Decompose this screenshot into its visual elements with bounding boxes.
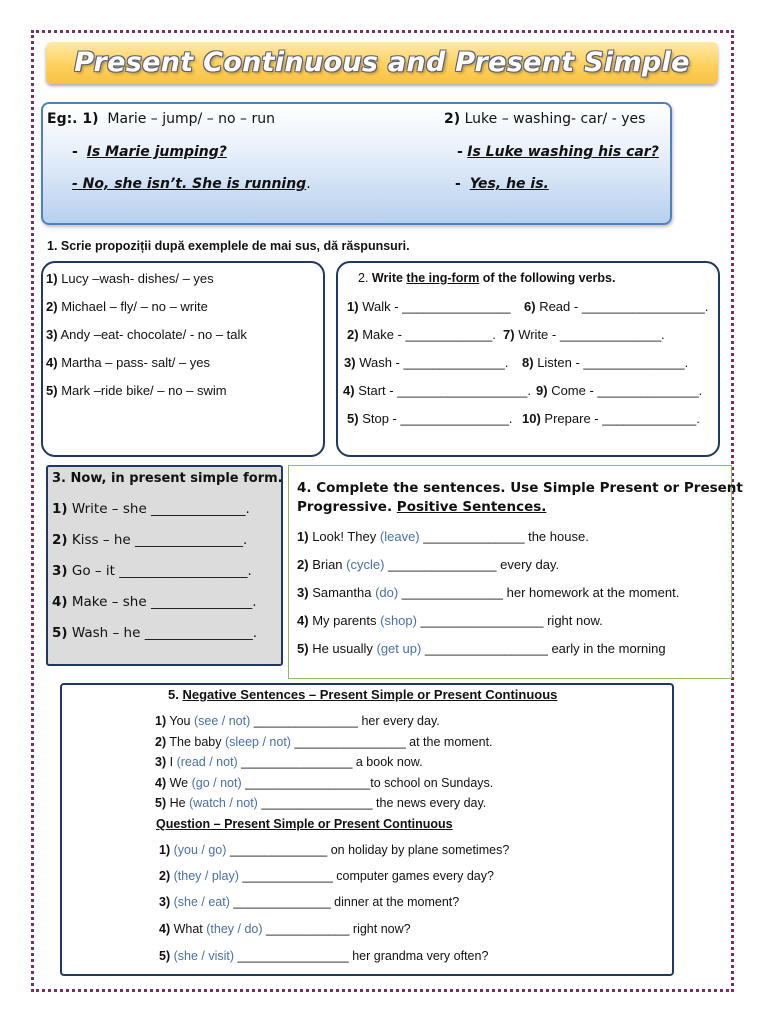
item-number: 3) bbox=[46, 327, 58, 342]
item-number: 1) bbox=[159, 843, 171, 857]
example-2-question bbox=[457, 144, 659, 160]
exercise-2-item bbox=[524, 299, 708, 314]
item-text: Martha – pass- salt/ – yes bbox=[61, 355, 211, 370]
example-2-question-dash: - bbox=[457, 144, 463, 160]
item-text: Write – she ______________. bbox=[71, 501, 250, 517]
exercise-3-box bbox=[46, 465, 283, 666]
item-text: ________________ a book now. bbox=[237, 755, 423, 769]
example-1-prompt-text: Marie – jump/ – no – run bbox=[107, 111, 275, 127]
exercise-1-item bbox=[46, 327, 247, 342]
item-text: You bbox=[169, 714, 194, 728]
item-text: _______________ her every day. bbox=[250, 714, 440, 728]
item-text: ______________ dinner at the moment? bbox=[229, 895, 460, 909]
example-2-prompt bbox=[444, 111, 645, 127]
exercise-3-item bbox=[52, 563, 252, 579]
exercise-5-number: 5. bbox=[168, 687, 179, 702]
item-text: Read - _________________. bbox=[539, 299, 709, 314]
item-number: 6) bbox=[524, 299, 536, 314]
item-text: Prepare - _____________. bbox=[544, 411, 700, 426]
item-number: 3) bbox=[159, 895, 171, 909]
question-item bbox=[159, 949, 488, 963]
item-text: ________________ at the moment. bbox=[290, 735, 493, 749]
item-text: Go – it ___________________. bbox=[71, 563, 252, 579]
verb-hint: (she / visit) bbox=[173, 949, 235, 963]
example-2-question-text: Is Luke washing his car? bbox=[467, 144, 659, 160]
verb-hint: (shop) bbox=[380, 613, 417, 628]
example-1-question bbox=[72, 144, 227, 160]
exercise-1-item bbox=[46, 383, 227, 398]
example-1-answer-text: - No, she isn’t. She is running bbox=[72, 176, 307, 192]
item-number: 2) bbox=[159, 869, 171, 883]
verb-hint: (cycle) bbox=[346, 557, 385, 572]
item-text: Andy –eat- chocolate/ - no – talk bbox=[60, 327, 247, 342]
exercise-2-item bbox=[347, 327, 496, 342]
item-number: 4) bbox=[155, 776, 167, 790]
item-text: We bbox=[169, 776, 192, 790]
exercise-2-heading-ing: the ing-form bbox=[406, 271, 480, 285]
exercise-1-item bbox=[46, 271, 214, 286]
example-2-prompt-text: Luke – washing- car/ - yes bbox=[464, 111, 646, 127]
example-1-answer-dot: . bbox=[306, 176, 311, 192]
item-text: Listen - ______________. bbox=[537, 355, 689, 370]
exercise-4-heading-pre: Progressive. bbox=[297, 499, 397, 515]
example-1-question-text: Is Marie jumping? bbox=[86, 144, 227, 160]
exercise-2-item bbox=[536, 383, 702, 398]
verb-hint: (get up) bbox=[376, 641, 422, 656]
item-text: _________________ early in the morning bbox=[421, 641, 666, 656]
item-text: Look! They bbox=[312, 529, 380, 544]
item-text: Stop - _______________. bbox=[362, 411, 513, 426]
item-number: 2) bbox=[46, 299, 58, 314]
exercise-2-item bbox=[522, 355, 688, 370]
verb-hint: (do) bbox=[375, 585, 399, 600]
exercise-4-heading-line-2 bbox=[297, 499, 546, 515]
example-1-prompt bbox=[47, 111, 275, 127]
exercise-2-box bbox=[336, 261, 720, 457]
item-number: 4) bbox=[46, 355, 58, 370]
exercise-4-heading-line-1: 4. Complete the sentences. Use Simple Present or Present bbox=[297, 480, 743, 496]
item-number: 1) bbox=[46, 271, 58, 286]
exercise-3-item bbox=[52, 625, 257, 641]
item-text: Mark –ride bike/ – no – swim bbox=[61, 383, 227, 398]
exercise-4-item bbox=[297, 529, 589, 544]
verb-hint: (you / go) bbox=[173, 843, 227, 857]
item-text: _____________ computer games every day? bbox=[238, 869, 494, 883]
item-text: He bbox=[169, 796, 190, 810]
item-text: Start - __________________. bbox=[358, 383, 531, 398]
item-number: 5) bbox=[297, 641, 309, 656]
exercise-4-item bbox=[297, 585, 679, 600]
item-number: 2) bbox=[347, 327, 359, 342]
item-number: 4) bbox=[297, 613, 309, 628]
item-text: Walk - _______________ bbox=[362, 299, 511, 314]
exercise-4-item bbox=[297, 557, 559, 572]
exercise-4-item bbox=[297, 641, 666, 656]
item-text: Make - ____________. bbox=[362, 327, 496, 342]
example-2-answer-dash: - bbox=[455, 176, 461, 192]
question-item bbox=[159, 922, 411, 936]
item-text: _________________ right now. bbox=[416, 613, 603, 628]
exercise-3-heading: 3. Now, in present simple form. bbox=[52, 471, 283, 486]
question-item bbox=[159, 843, 509, 857]
negative-item bbox=[155, 714, 440, 728]
item-number: 3) bbox=[52, 563, 68, 579]
example-2-answer-text: Yes, he is. bbox=[469, 176, 549, 192]
item-number: 3) bbox=[344, 355, 356, 370]
exercise-1-item bbox=[46, 355, 210, 370]
exercise-5-title: Negative Sentences – Present Simple or Present Continuous bbox=[182, 687, 558, 702]
exercise-3-item bbox=[52, 532, 247, 548]
item-number: 5) bbox=[46, 383, 58, 398]
item-number: 5) bbox=[159, 949, 171, 963]
negative-item bbox=[155, 796, 486, 810]
exercise-1-item bbox=[46, 299, 208, 314]
verb-hint: (watch / not) bbox=[189, 796, 258, 810]
item-number: 1) bbox=[347, 299, 359, 314]
item-text: Brian bbox=[312, 557, 347, 572]
verb-hint: (read / not) bbox=[176, 755, 238, 769]
exercise-5-box bbox=[60, 683, 674, 976]
item-text: ______________ on holiday by plane sometimes? bbox=[226, 843, 510, 857]
example-1-answer bbox=[72, 176, 311, 192]
item-text: He usually bbox=[312, 641, 377, 656]
question-item bbox=[159, 869, 494, 883]
exercise-2-heading-write: Write bbox=[371, 271, 407, 285]
exercise-1-instruction: 1. Scrie propoziții după exemplele de mai sus, dă răspunsuri. bbox=[47, 239, 410, 253]
verb-hint: (she / eat) bbox=[173, 895, 230, 909]
title-banner bbox=[46, 42, 718, 84]
exercise-2-heading bbox=[358, 271, 615, 285]
exercise-4-heading-positive: Positive Sentences. bbox=[396, 499, 547, 515]
item-text: Samantha bbox=[312, 585, 376, 600]
item-text: Make – she _______________. bbox=[71, 594, 257, 610]
example-2-label: 2) bbox=[444, 111, 461, 127]
item-number: 9) bbox=[536, 383, 548, 398]
item-number: 2) bbox=[52, 532, 68, 548]
item-number: 1) bbox=[155, 714, 167, 728]
example-box bbox=[41, 102, 672, 225]
item-number: 1) bbox=[297, 529, 309, 544]
example-2-answer bbox=[455, 176, 549, 192]
worksheet-title: Present Continuous and Present Simple bbox=[74, 47, 690, 78]
verb-hint: (they / play) bbox=[173, 869, 239, 883]
item-number: 4) bbox=[52, 594, 68, 610]
item-text: Come - ______________. bbox=[551, 383, 703, 398]
exercise-2-item bbox=[522, 411, 700, 426]
negative-item bbox=[155, 735, 493, 749]
item-text: ________________ her grandma very often? bbox=[234, 949, 489, 963]
negative-item bbox=[155, 776, 493, 790]
exercise-3-item bbox=[52, 501, 250, 517]
item-text: What bbox=[173, 922, 207, 936]
exercise-2-item bbox=[347, 411, 513, 426]
verb-hint: (they / do) bbox=[206, 922, 263, 936]
exercise-2-heading-number: 2. bbox=[358, 271, 372, 285]
verb-hint: (see / not) bbox=[193, 714, 251, 728]
item-text: Kiss – he ________________. bbox=[71, 532, 248, 548]
item-number: 4) bbox=[343, 383, 355, 398]
exercise-1-box bbox=[41, 261, 325, 457]
item-text: Wash – he ________________. bbox=[71, 625, 257, 641]
item-text: The baby bbox=[169, 735, 225, 749]
exercise-2-item bbox=[343, 383, 531, 398]
item-number: 1) bbox=[52, 501, 68, 517]
exercise-4-box bbox=[288, 465, 743, 679]
exercise-2-heading-rest: of the following verbs. bbox=[479, 271, 616, 285]
question-item bbox=[159, 895, 459, 909]
item-number: 8) bbox=[522, 355, 534, 370]
item-number: 7) bbox=[503, 327, 515, 342]
item-number: 2) bbox=[297, 557, 309, 572]
verb-hint: (sleep / not) bbox=[224, 735, 291, 749]
item-number: 3) bbox=[297, 585, 309, 600]
item-number: 10) bbox=[522, 411, 541, 426]
item-text: Write - ______________. bbox=[518, 327, 665, 342]
item-text: _______________ every day. bbox=[384, 557, 560, 572]
item-text: Michael – fly/ – no – write bbox=[61, 299, 208, 314]
item-number: 4) bbox=[159, 922, 171, 936]
exercise-2-item bbox=[344, 355, 508, 370]
item-number: 5) bbox=[155, 796, 167, 810]
item-text: __________________to school on Sundays. bbox=[241, 776, 494, 790]
item-text: Lucy –wash- dishes/ – yes bbox=[61, 271, 214, 286]
example-1-label: Eg:. 1) bbox=[47, 111, 99, 127]
item-text: I bbox=[169, 755, 177, 769]
item-number: 5) bbox=[52, 625, 68, 641]
verb-hint: (go / not) bbox=[191, 776, 242, 790]
exercise-5-heading bbox=[168, 687, 557, 702]
item-text: ______________ the house. bbox=[419, 529, 589, 544]
item-number: 3) bbox=[155, 755, 167, 769]
negative-item bbox=[155, 755, 423, 769]
item-number: 2) bbox=[155, 735, 167, 749]
example-1-question-dash: - bbox=[72, 144, 78, 160]
item-text: ________________ the news every day. bbox=[257, 796, 487, 810]
exercise-2-item bbox=[347, 299, 511, 314]
item-text: My parents bbox=[312, 613, 381, 628]
verb-hint: (leave) bbox=[379, 529, 420, 544]
item-text: ______________ her homework at the moment. bbox=[398, 585, 680, 600]
question-heading: Question – Present Simple or Present Continuous bbox=[156, 817, 453, 831]
exercise-3-item bbox=[52, 594, 257, 610]
item-text: ____________ right now? bbox=[262, 922, 411, 936]
exercise-4-item bbox=[297, 613, 603, 628]
item-number: 5) bbox=[347, 411, 359, 426]
exercise-2-item bbox=[503, 327, 665, 342]
item-text: Wash - ______________. bbox=[359, 355, 509, 370]
